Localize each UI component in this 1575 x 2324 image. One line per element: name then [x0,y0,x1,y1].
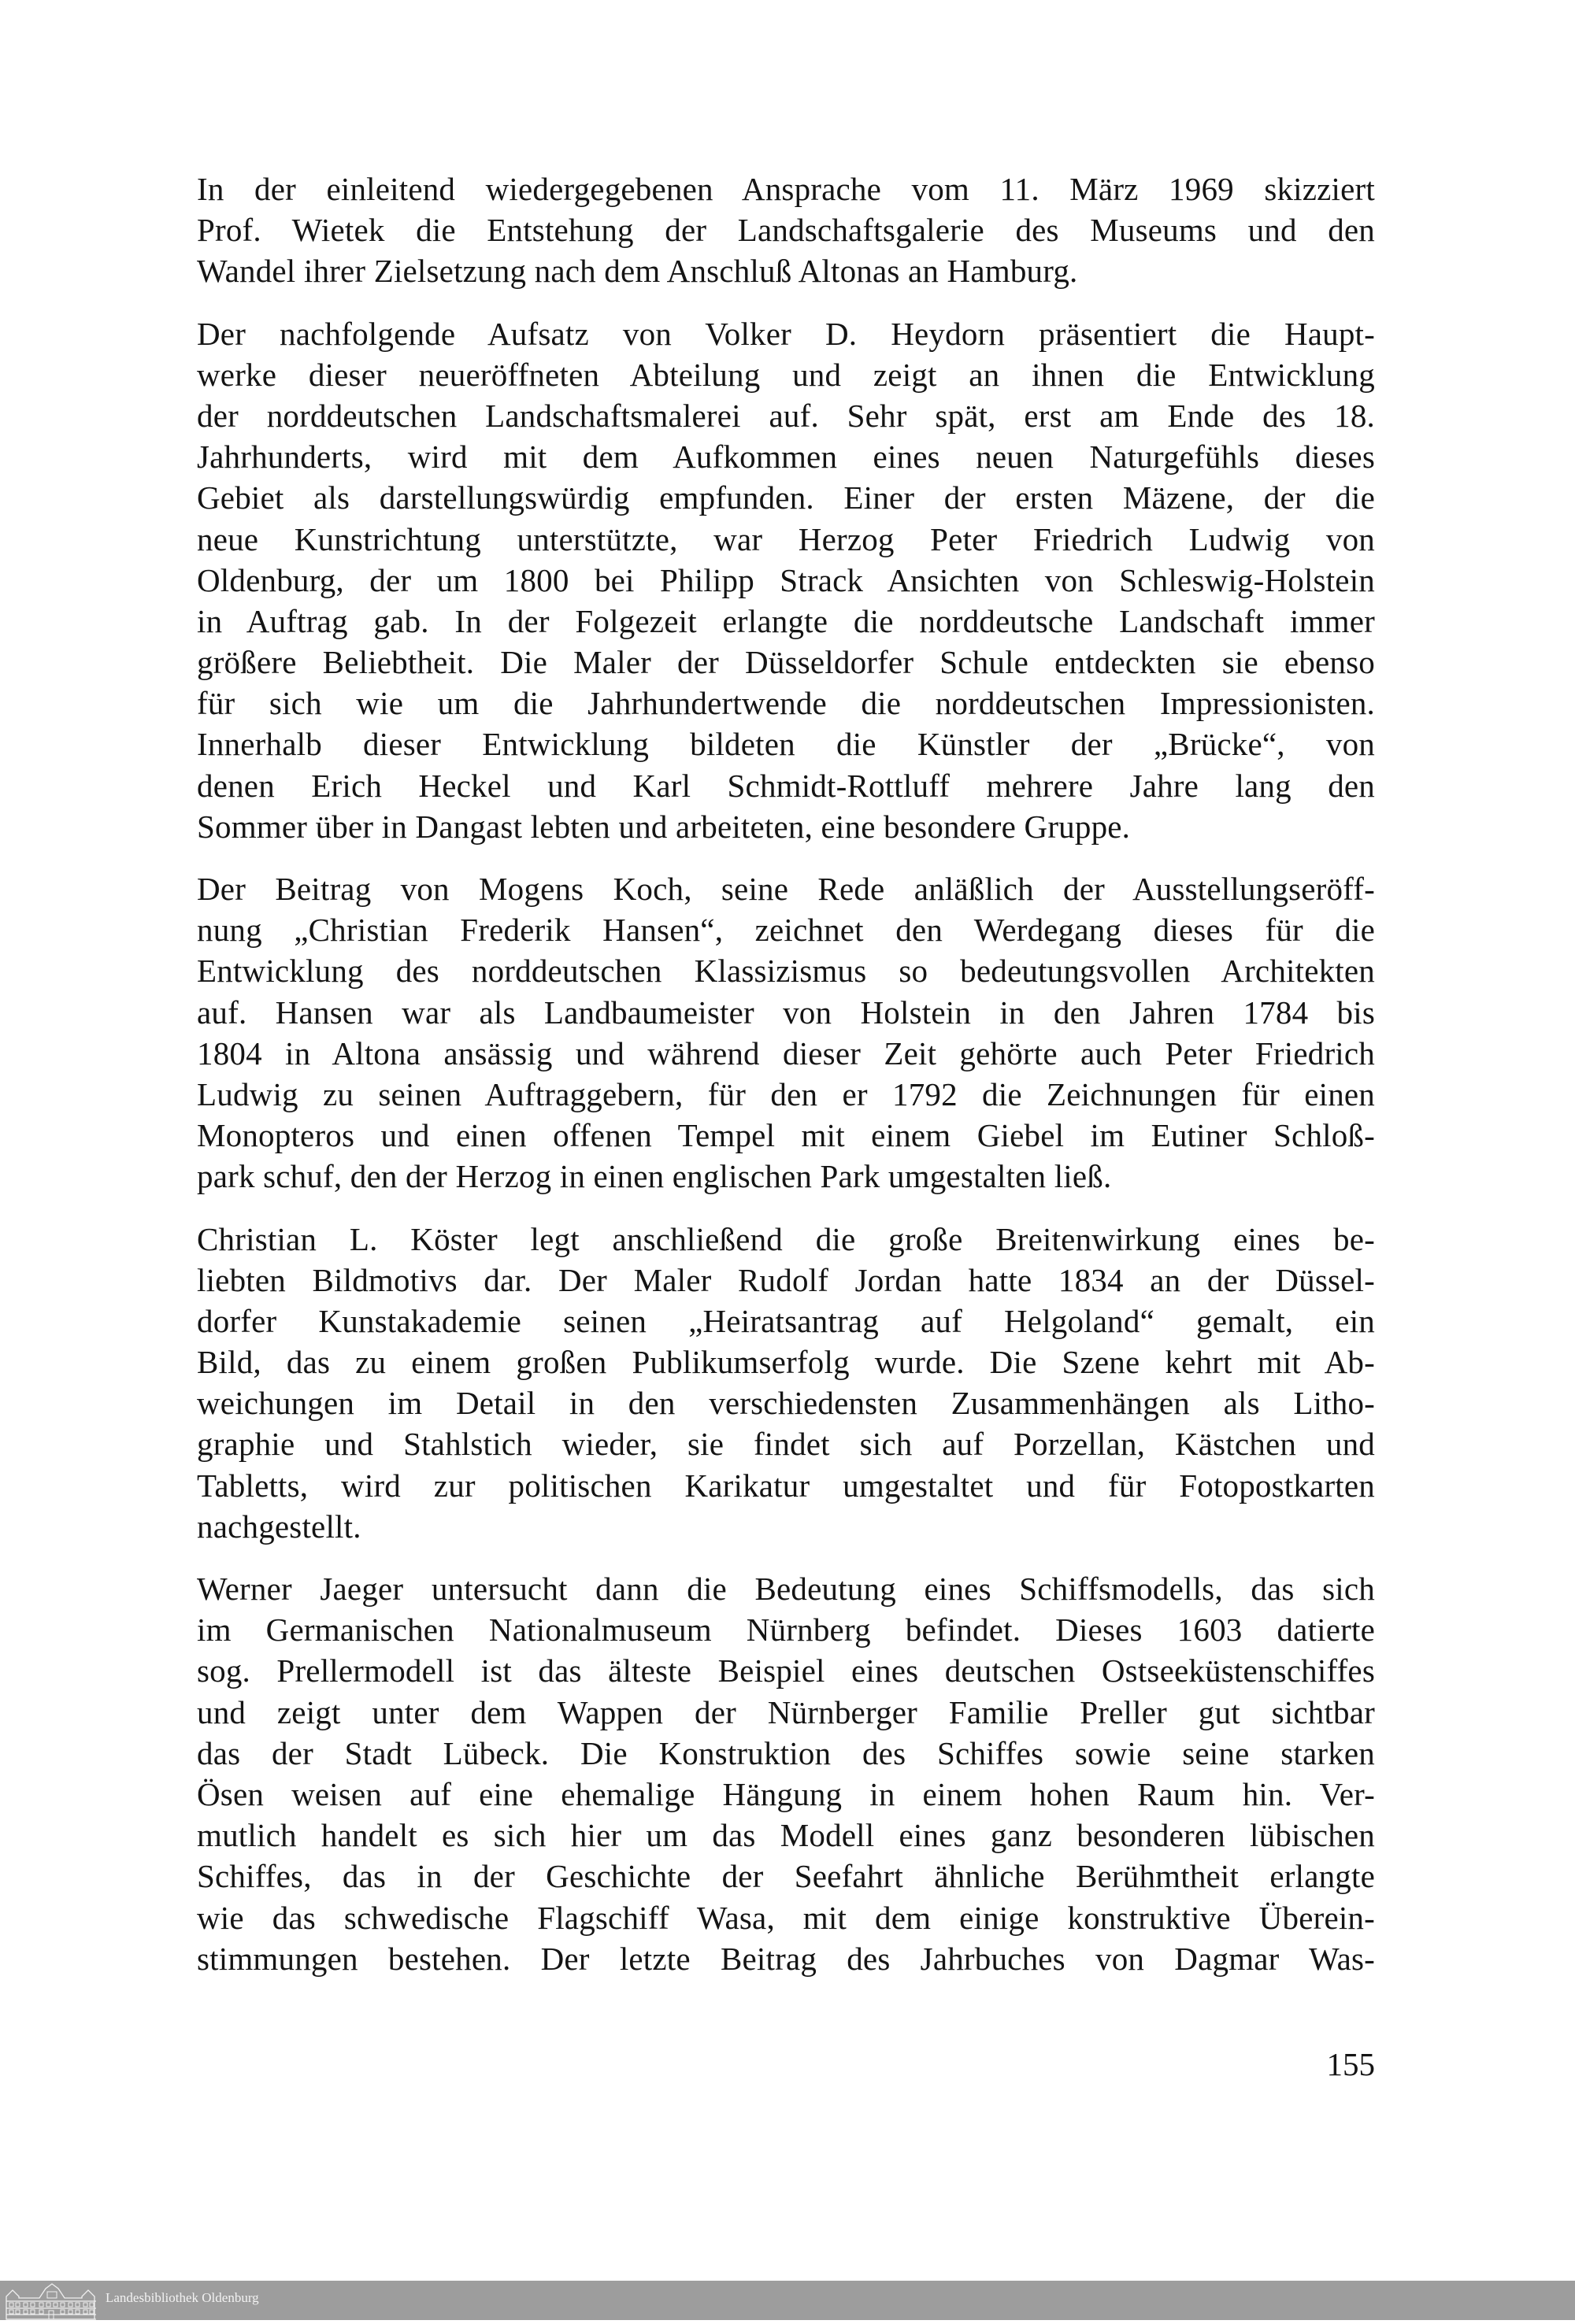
text-line: Sommer über in Dangast lebten und arbeiteten, eine besondere Gruppe. [197,808,1131,845]
text-line: für sich wie um die Jahrhundertwende die norddeutschen Impressionisten. [197,685,1375,722]
text-line: denen Erich Heckel und Karl Schmidt-Rottluff mehrere Jahre lang den [197,767,1375,804]
text-line: mutlich handelt es sich hier um das Modell eines ganz besonderen lübischen [197,1817,1375,1854]
footer-bar [0,2281,1575,2320]
text-line: liebten Bildmotivs dar. Der Maler Rudolf Jordan hatte 1834 an der Düssel- [197,1261,1375,1298]
text-line: Jahrhunderts, wird mit dem Aufkommen eines neuen Naturgefühls dieses [197,439,1375,476]
text-line: nung „Christian Frederik Hansen“, zeichnet den Werdegang dieses für die [197,912,1375,949]
paragraph-4 [197,1219,1375,1548]
text-line: und zeigt unter dem Wappen der Nürnberger Familie Preller gut sichtbar [197,1693,1375,1730]
text-line: weichungen im Detail in den verschiedensten Zusammenhängen als Litho- [197,1385,1375,1422]
text-line: In der einleitend wiedergegebenen Ansprache vom 11. März 1969 skizziert [197,171,1375,207]
text-line: graphie und Stahlstich wieder, sie findet sich auf Porzellan, Kästchen und [197,1426,1375,1463]
text-line: in Auftrag gab. In der Folgezeit erlangte die norddeutsche Landschaft immer [197,602,1375,639]
text-line: das der Stadt Lübeck. Die Konstruktion des Schiffes sowie seine starken [197,1734,1375,1771]
paragraph-1 [197,168,1375,292]
text-line: nachgestellt. [197,1508,361,1545]
page-body [197,168,1375,2000]
text-line: sog. Prellermodell ist das älteste Beispiel eines deutschen Ostseeküstenschiffes [197,1652,1375,1689]
page-number: 155 [1326,2046,1375,2082]
text-line: Christian L. Köster legt anschließend die große Breitenwirkung eines be- [197,1220,1375,1257]
paragraph-2 [197,313,1375,847]
text-line: Gebiet als darstellungswürdig empfunden. Einer der ersten Mäzene, der die [197,479,1375,516]
text-line: Der nachfolgende Aufsatz von Volker D. Heydorn präsentiert die Haupt- [197,315,1375,352]
text-line: neue Kunstrichtung unterstützte, war Herzog Peter Friedrich Ludwig von [197,520,1375,557]
text-line: der norddeutschen Landschaftsmalerei auf. Sehr spät, erst am Ende des 18. [197,397,1375,434]
text-line: Ösen weisen auf eine ehemalige Hängung in einem hohen Raum hin. Ver- [197,1775,1375,1812]
text-line: 1804 in Altona ansässig und während dieser Zeit gehörte auch Peter Friedrich [197,1034,1375,1071]
text-line: stimmungen bestehen. Der letzte Beitrag des Jahrbuches von Dagmar Was- [197,1940,1375,1977]
text-line: Werner Jaeger untersucht dann die Bedeutung eines Schiffsmodells, das sich [197,1571,1375,1607]
text-line: im Germanischen Nationalmuseum Nürnberg befindet. Dieses 1603 datierte [197,1612,1375,1649]
text-line: Bild, das zu einem großen Publikumserfolg wurde. Die Szene kehrt mit Ab- [197,1344,1375,1381]
library-building-icon [5,2282,98,2320]
text-line: auf. Hansen war als Landbaumeister von Holstein in den Jahren 1784 bis [197,994,1375,1031]
text-line: Innerhalb dieser Entwicklung bildeten die Künstler der „Brücke“, von [197,726,1375,763]
text-line: Wandel ihrer Zielsetzung nach dem Anschluß Altonas an Hamburg. [197,253,1078,290]
text-line: werke dieser neueröffneten Abteilung und zeigt an ihnen die Entwicklung [197,356,1375,393]
text-line: Der Beitrag von Mogens Koch, seine Rede anläßlich der Ausstellungseröff- [197,871,1375,907]
text-line: dorfer Kunstakademie seinen „Heiratsantrag auf Helgoland“ gemalt, ein [197,1302,1375,1339]
text-line: wie das schwedische Flagschiff Wasa, mit dem einige konstruktive Überein- [197,1899,1375,1936]
paragraph-3 [197,868,1375,1197]
text-line: Ludwig zu seinen Auftraggebern, für den er 1792 die Zeichnungen für einen [197,1075,1375,1112]
text-line: Prof. Wietek die Entstehung der Landschaftsgalerie des Museums und den [197,212,1375,249]
paragraph-5 [197,1568,1375,1979]
text-line: Schiffes, das in der Geschichte der Seefahrt ähnliche Berühmtheit erlangte [197,1858,1375,1895]
text-line: Monopteros und einen offenen Tempel mit einem Giebel im Eutiner Schloß- [197,1117,1375,1154]
text-line: Oldenburg, der um 1800 bei Philipp Strack Ansichten von Schleswig-Holstein [197,561,1375,598]
library-name: Landesbibliothek Oldenburg [106,2290,259,2305]
text-line: park schuf, den der Herzog in einen englischen Park umgestalten ließ. [197,1158,1112,1195]
text-line: größere Beliebtheit. Die Maler der Düsseldorfer Schule entdeckten sie ebenso [197,644,1375,681]
text-line: Entwicklung des norddeutschen Klassizismus so bedeutungsvollen Architekten [197,953,1375,990]
text-line: Tabletts, wird zur politischen Karikatur umgestaltet und für Fotopostkarten [197,1467,1375,1504]
